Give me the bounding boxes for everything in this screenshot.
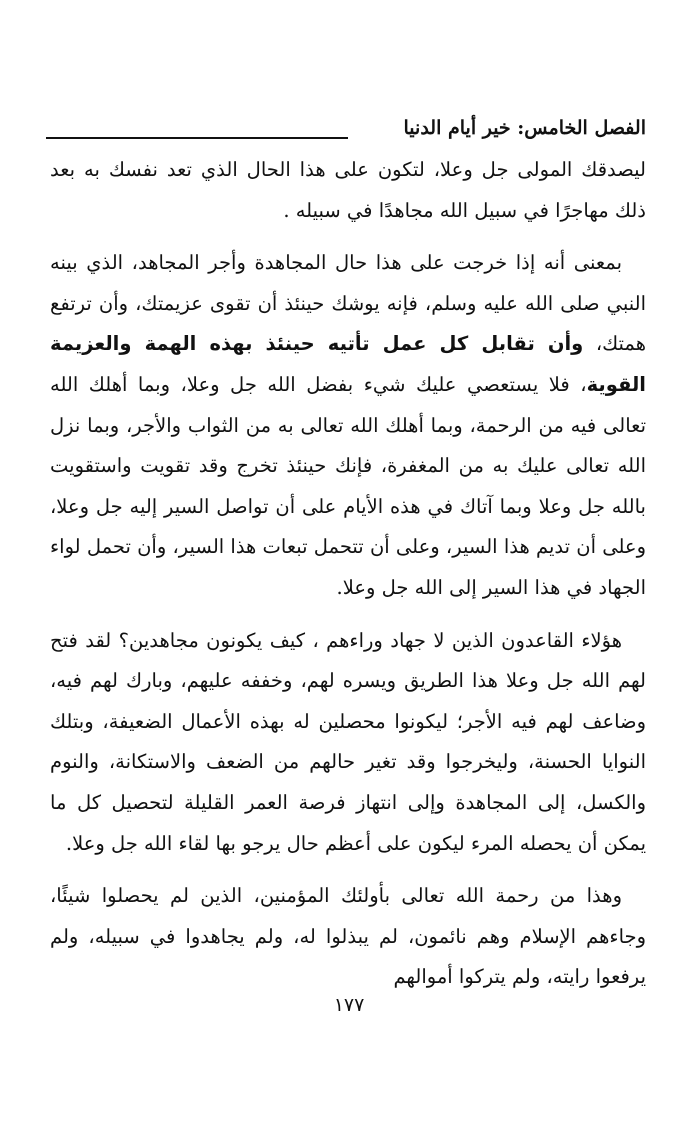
- paragraph-2-start: بمعنى أنه إذا خرجت على هذا حال المجاهدة وأجر المجاهد، الذي بينه النبي صلى الله عليه وسلم، فإنه يوشك حينئذ أن تقوى عزيمتك، وأن ترتفع همتك،: [50, 251, 646, 356]
- page-number: ١٧٧: [333, 994, 365, 1016]
- paragraph-2-end: ، فلا يستعصي عليك شيء بفضل الله جل وعلا، وبما أهلك الله تعالى فيه من الرحمة، وبما أهلك الله تعالى به من الثواب والأجر، وبما نزل الله تعالى عليك به من المغفرة، فإنك حينئذ تخرج وقد تقويت واستقويت بالله جل وعلا وبما آتاك في هذه الأيام على أن تواصل السير إليه جل وعلا، وعلى أن تديم هذا السير، وعلى أن تتحمل تبعات هذا السير، وأن تحمل لواء الجهاد في هذا السير إلى الله جل وعلا.: [50, 372, 646, 599]
- paragraph-2: [50, 243, 646, 608]
- paragraph-4: وهذا من رحمة الله تعالى بأولئك المؤمنين، الذين لم يحصلوا شيئًا، وجاءهم الإسلام وهم نائمون، لم يبذلوا له، ولم يجاهدوا في سبيله، ولم يرفعوا رايته، ولم يتركوا أموالهم: [50, 884, 646, 989]
- paragraph-1: ليصدقك المولى جل وعلا، لتكون على هذا الحال الذي تعد نفسك به بعد ذلك مهاجرًا في سبيل الله مجاهدًا في سبيله .: [50, 158, 646, 222]
- running-header: [46, 110, 646, 144]
- paragraph-2-bold: وأن تقابل كل عمل تأتيه حينئذ بهذه الهمة والعزيمة القوية: [50, 332, 646, 396]
- header-rule: [46, 137, 348, 139]
- page-body: [50, 150, 646, 998]
- paragraph-3: هؤلاء القاعدون الذين لا جهاد وراءهم ، كيف يكونون مجاهدين؟ لقد فتح لهم الله جل وعلا هذا الطريق ويسره لهم، وخففه عليهم، وبارك لهم فيه، وضاعف لهم فيه الأجر؛ ليكونوا محصلين له بهذه الأعمال الضعيفة، وبتلك النوايا الحسنة، وليخرجوا وقد تغير حالهم من الضعف والاستكانة، والنوم والكسل، إلى المجاهدة وإلى انتهاز فرصة العمر القليلة لتحصيل كل ما يمكن أن يحصله المرء ليكون على أعظم حال يرجو بها لقاء الله جل وعلا.: [50, 628, 646, 855]
- chapter-title: الفصل الخامس: خير أيام الدنيا: [403, 117, 646, 139]
